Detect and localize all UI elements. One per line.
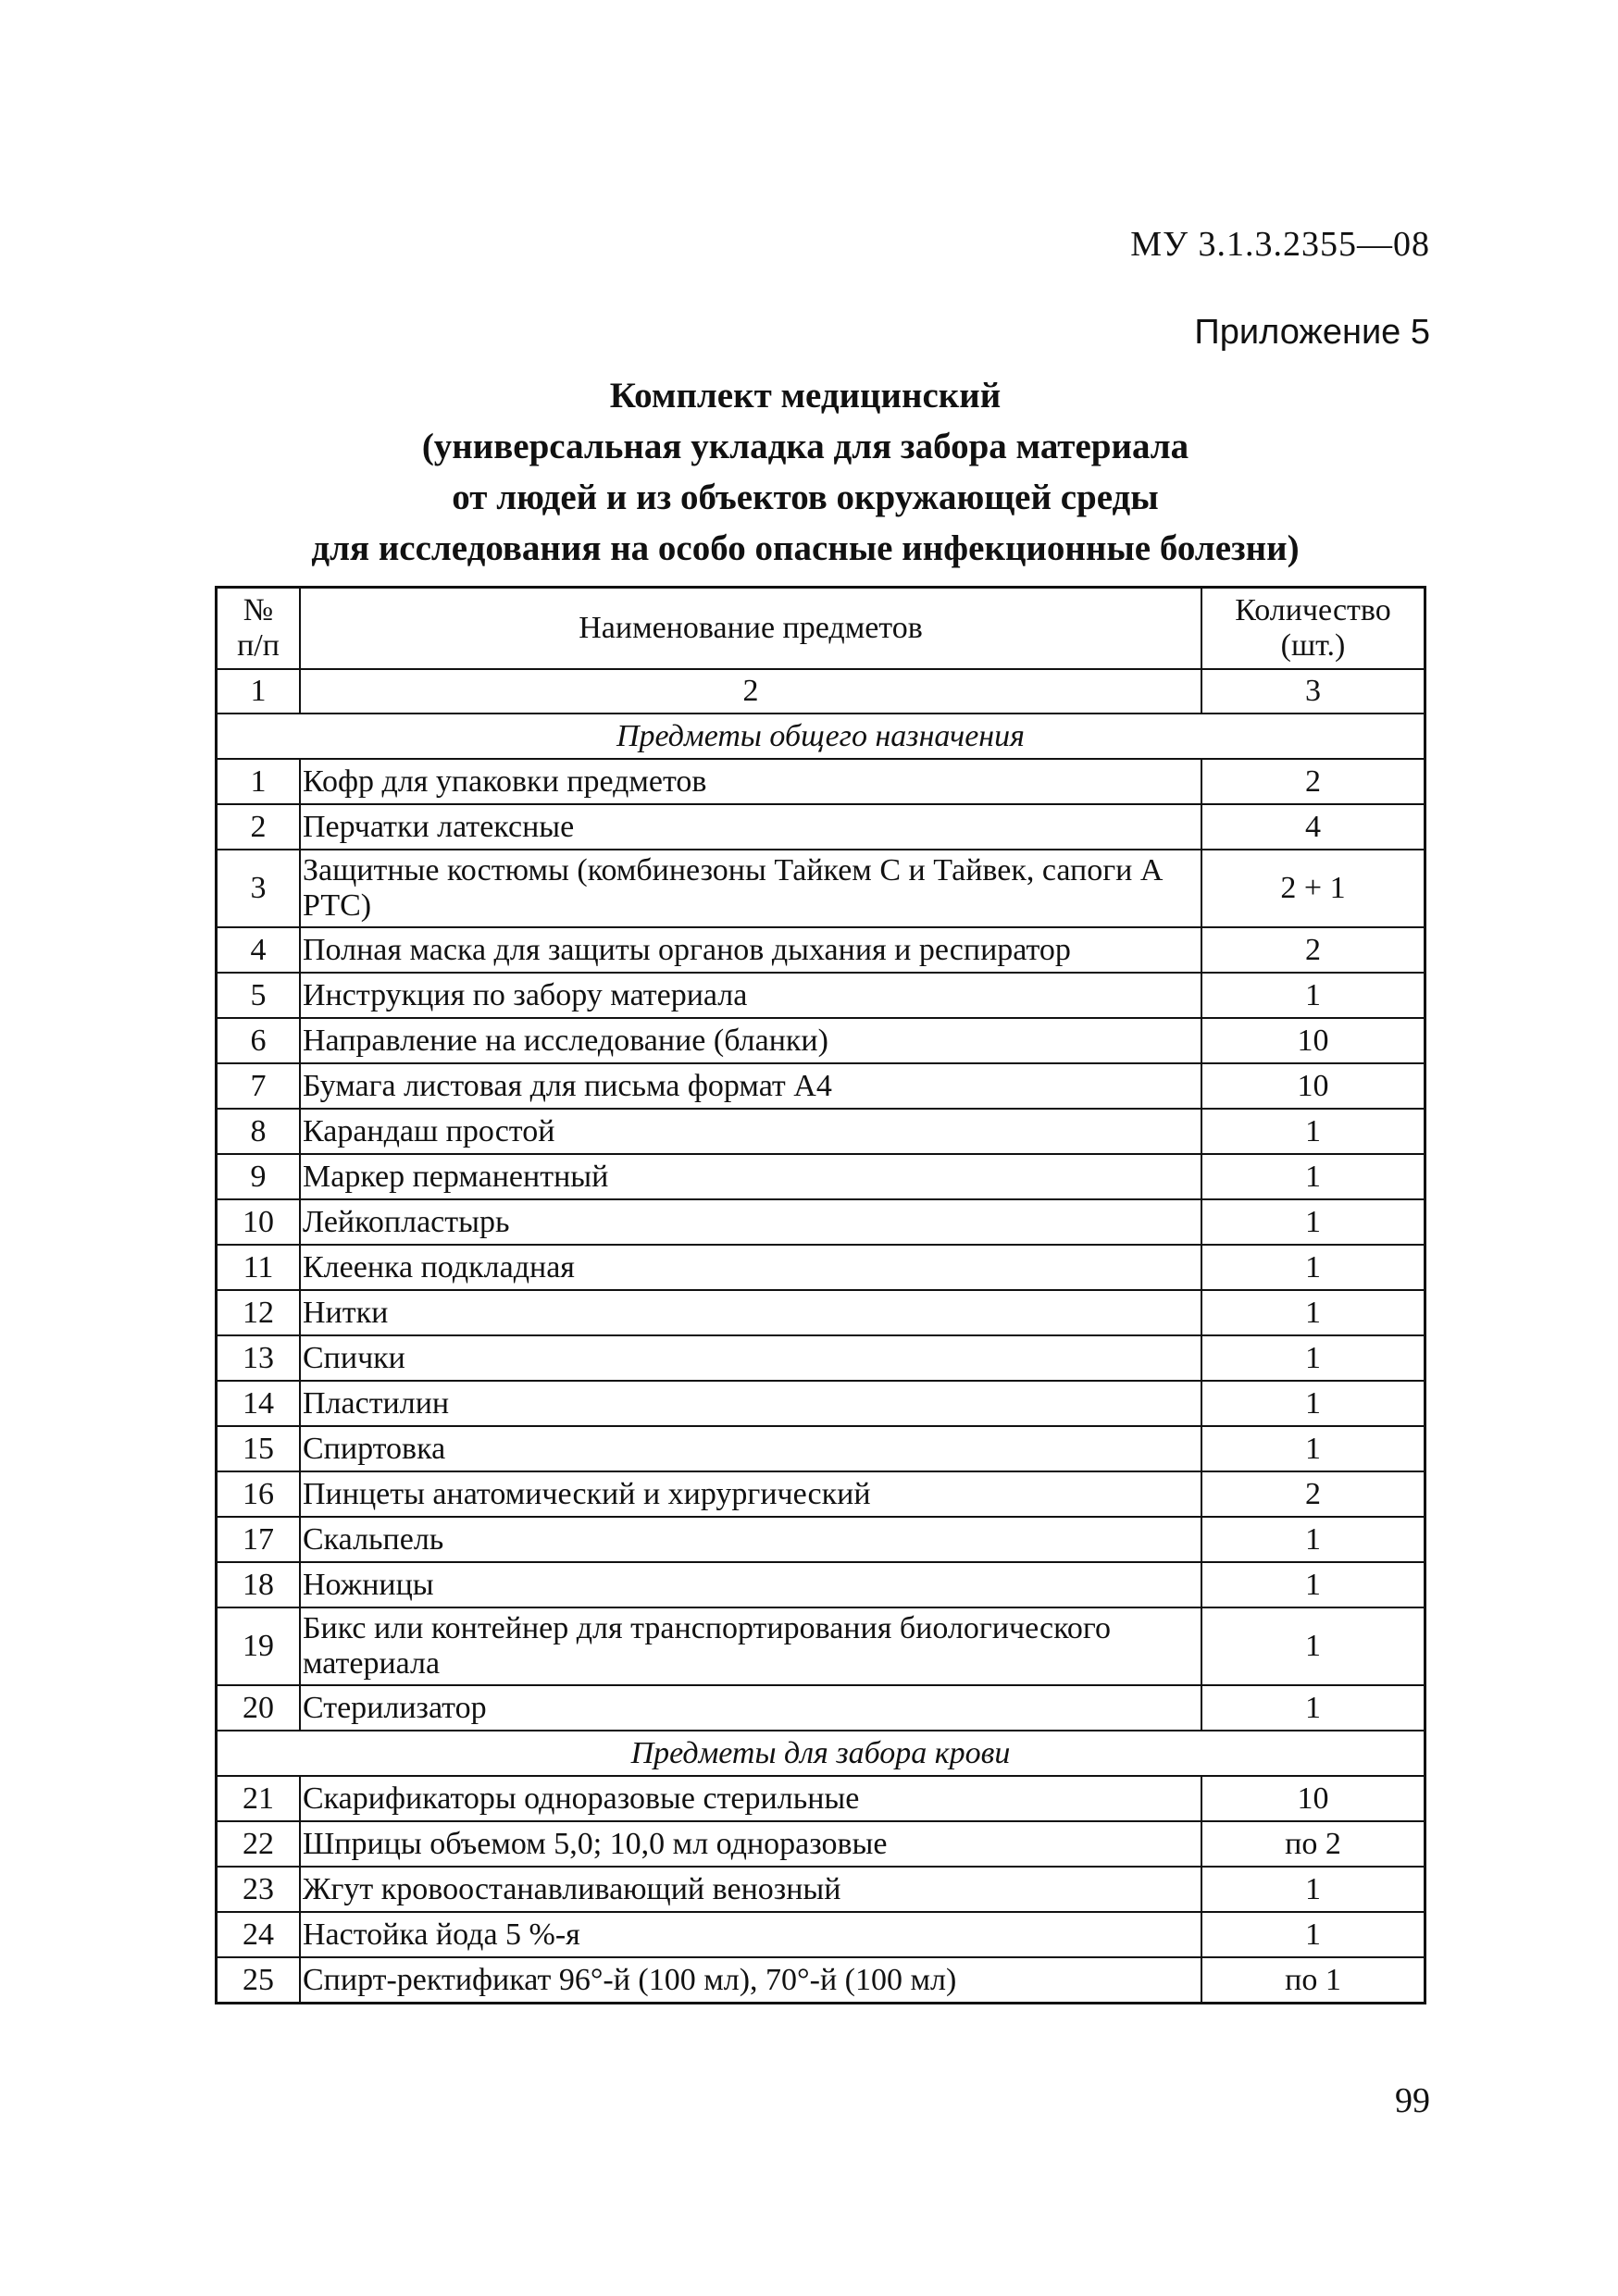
quantity-cell: по 1 [1201,1957,1425,2004]
row-number-cell: 12 [217,1290,301,1335]
table-row [217,927,1425,973]
row-number-cell: 17 [217,1517,301,1562]
item-name-cell: Стерилизатор [300,1685,1201,1731]
item-name-cell: Маркер перманентный [300,1154,1201,1199]
quantity-cell: 1 [1201,1867,1425,1912]
section-title: Предметы для забора крови [217,1731,1425,1776]
row-number-cell: 6 [217,1018,301,1063]
title-line: Комплект медицинский [609,376,1002,416]
quantity-cell: 1 [1201,1562,1425,1607]
table-row [217,1245,1425,1290]
index-cell: 1 [217,669,301,714]
item-name-cell: Пластилин [300,1381,1201,1426]
table-header-row [217,588,1425,670]
table-row [217,1018,1425,1063]
item-name-cell: Бикс или контейнер для транспортирования биологического материала [300,1607,1201,1685]
item-name-cell: Пинцеты анатомический и хирургический [300,1471,1201,1517]
row-number-cell: 23 [217,1867,301,1912]
quantity-cell: 1 [1201,1381,1425,1426]
row-number-cell: 16 [217,1471,301,1517]
table-row [217,804,1425,850]
item-name-cell: Спирт-ректификат 96°-й (100 мл), 70°-й (100 мл) [300,1957,1201,2004]
table-row [217,1517,1425,1562]
item-name-cell: Клеенка подкладная [300,1245,1201,1290]
page-title [185,370,1425,574]
quantity-cell: 2 [1201,927,1425,973]
table-row [217,1471,1425,1517]
table-row [217,1109,1425,1154]
quantity-cell: 1 [1201,1245,1425,1290]
row-number-cell: 15 [217,1426,301,1471]
row-number-cell: 10 [217,1199,301,1245]
page-number: 99 [1395,2081,1430,2120]
column-header-quantity [1201,588,1425,670]
item-name-cell: Ножницы [300,1562,1201,1607]
row-number-cell: 21 [217,1776,301,1821]
quantity-cell: 1 [1201,1607,1425,1685]
quantity-cell: 10 [1201,1018,1425,1063]
item-name-cell: Лейкопластырь [300,1199,1201,1245]
row-number-cell: 22 [217,1821,301,1867]
row-number-cell: 9 [217,1154,301,1199]
item-name-cell: Кофр для упаковки предметов [300,759,1201,804]
item-name-cell: Карандаш простой [300,1109,1201,1154]
index-cell: 3 [1201,669,1425,714]
quantity-cell: 4 [1201,804,1425,850]
quantity-cell: 1 [1201,1335,1425,1381]
table-row [217,1607,1425,1685]
section-title: Предметы общего назначения [217,714,1425,759]
title-line: от людей и из объектов окружающей среды [452,478,1159,517]
quantity-cell: 2 + 1 [1201,850,1425,927]
column-header-number [217,588,301,670]
quantity-cell: 1 [1201,1426,1425,1471]
item-name-cell: Спички [300,1335,1201,1381]
table-row [217,1335,1425,1381]
quantity-cell: 2 [1201,1471,1425,1517]
table-row [217,1290,1425,1335]
row-number-cell: 8 [217,1109,301,1154]
table-row [217,1912,1425,1957]
quantity-cell: 1 [1201,973,1425,1018]
table-row [217,1562,1425,1607]
table-row [217,1381,1425,1426]
item-name-cell: Бумага листовая для письма формат А4 [300,1063,1201,1109]
appendix-label: Приложение 5 [1194,313,1430,352]
quantity-cell: 1 [1201,1685,1425,1731]
table-row [217,759,1425,804]
quantity-cell: 2 [1201,759,1425,804]
row-number-cell: 20 [217,1685,301,1731]
table-row [217,1957,1425,2004]
row-number-cell: 24 [217,1912,301,1957]
quantity-cell: по 2 [1201,1821,1425,1867]
table-row [217,1685,1425,1731]
quantity-cell: 1 [1201,1154,1425,1199]
table-row [217,1821,1425,1867]
row-number-cell: 11 [217,1245,301,1290]
index-cell: 2 [300,669,1201,714]
column-header-name: Наименование предметов [300,588,1201,670]
section-row-blood [217,1731,1425,1776]
item-name-cell: Перчатки латексные [300,804,1201,850]
row-number-cell: 2 [217,804,301,850]
table-row [217,973,1425,1018]
row-number-cell: 3 [217,850,301,927]
row-number-cell: 1 [217,759,301,804]
quantity-cell: 1 [1201,1199,1425,1245]
table-body [217,669,1425,2004]
table-row [217,1199,1425,1245]
title-line: для исследования на особо опасные инфекционные болезни) [311,528,1300,568]
row-number-cell: 25 [217,1957,301,2004]
section-row-general [217,714,1425,759]
row-number-cell: 14 [217,1381,301,1426]
table-row [217,1426,1425,1471]
row-number-cell: 7 [217,1063,301,1109]
item-name-cell: Нитки [300,1290,1201,1335]
row-number-cell: 4 [217,927,301,973]
row-number-cell: 5 [217,973,301,1018]
header-text: (шт.) [1280,628,1346,663]
kit-table [215,586,1426,2004]
quantity-cell: 1 [1201,1912,1425,1957]
row-number-cell: 13 [217,1335,301,1381]
table-row [217,1776,1425,1821]
row-number-cell: 19 [217,1607,301,1685]
quantity-cell: 10 [1201,1063,1425,1109]
row-number-cell: 18 [217,1562,301,1607]
item-name-cell: Настойка йода 5 %-я [300,1912,1201,1957]
document-code: МУ 3.1.3.2355—08 [1130,225,1430,264]
item-name-cell: Защитные костюмы (комбинезоны Тайкем С и Тайвек, сапоги А РТС) [300,850,1201,927]
item-name-cell: Шприцы объемом 5,0; 10,0 мл одноразовые [300,1821,1201,1867]
item-name-cell: Скарификаторы одноразовые стерильные [300,1776,1201,1821]
quantity-cell: 1 [1201,1109,1425,1154]
quantity-cell: 1 [1201,1517,1425,1562]
header-text: Количество [1235,593,1391,627]
header-text: п/п [237,628,280,663]
title-line: (универсальная укладка для забора материала [421,427,1189,466]
quantity-cell: 10 [1201,1776,1425,1821]
table-row [217,1867,1425,1912]
column-index-row [217,669,1425,714]
item-name-cell: Инструкция по забору материала [300,973,1201,1018]
item-name-cell: Скальпель [300,1517,1201,1562]
item-name-cell: Полная маска для защиты органов дыхания и респиратор [300,927,1201,973]
table-row [217,1063,1425,1109]
table-row [217,1154,1425,1199]
header-text: № [243,593,274,627]
item-name-cell: Жгут кровоостанавливающий венозный [300,1867,1201,1912]
table-row [217,850,1425,927]
item-name-cell: Спиртовка [300,1426,1201,1471]
item-name-cell: Направление на исследование (бланки) [300,1018,1201,1063]
quantity-cell: 1 [1201,1290,1425,1335]
